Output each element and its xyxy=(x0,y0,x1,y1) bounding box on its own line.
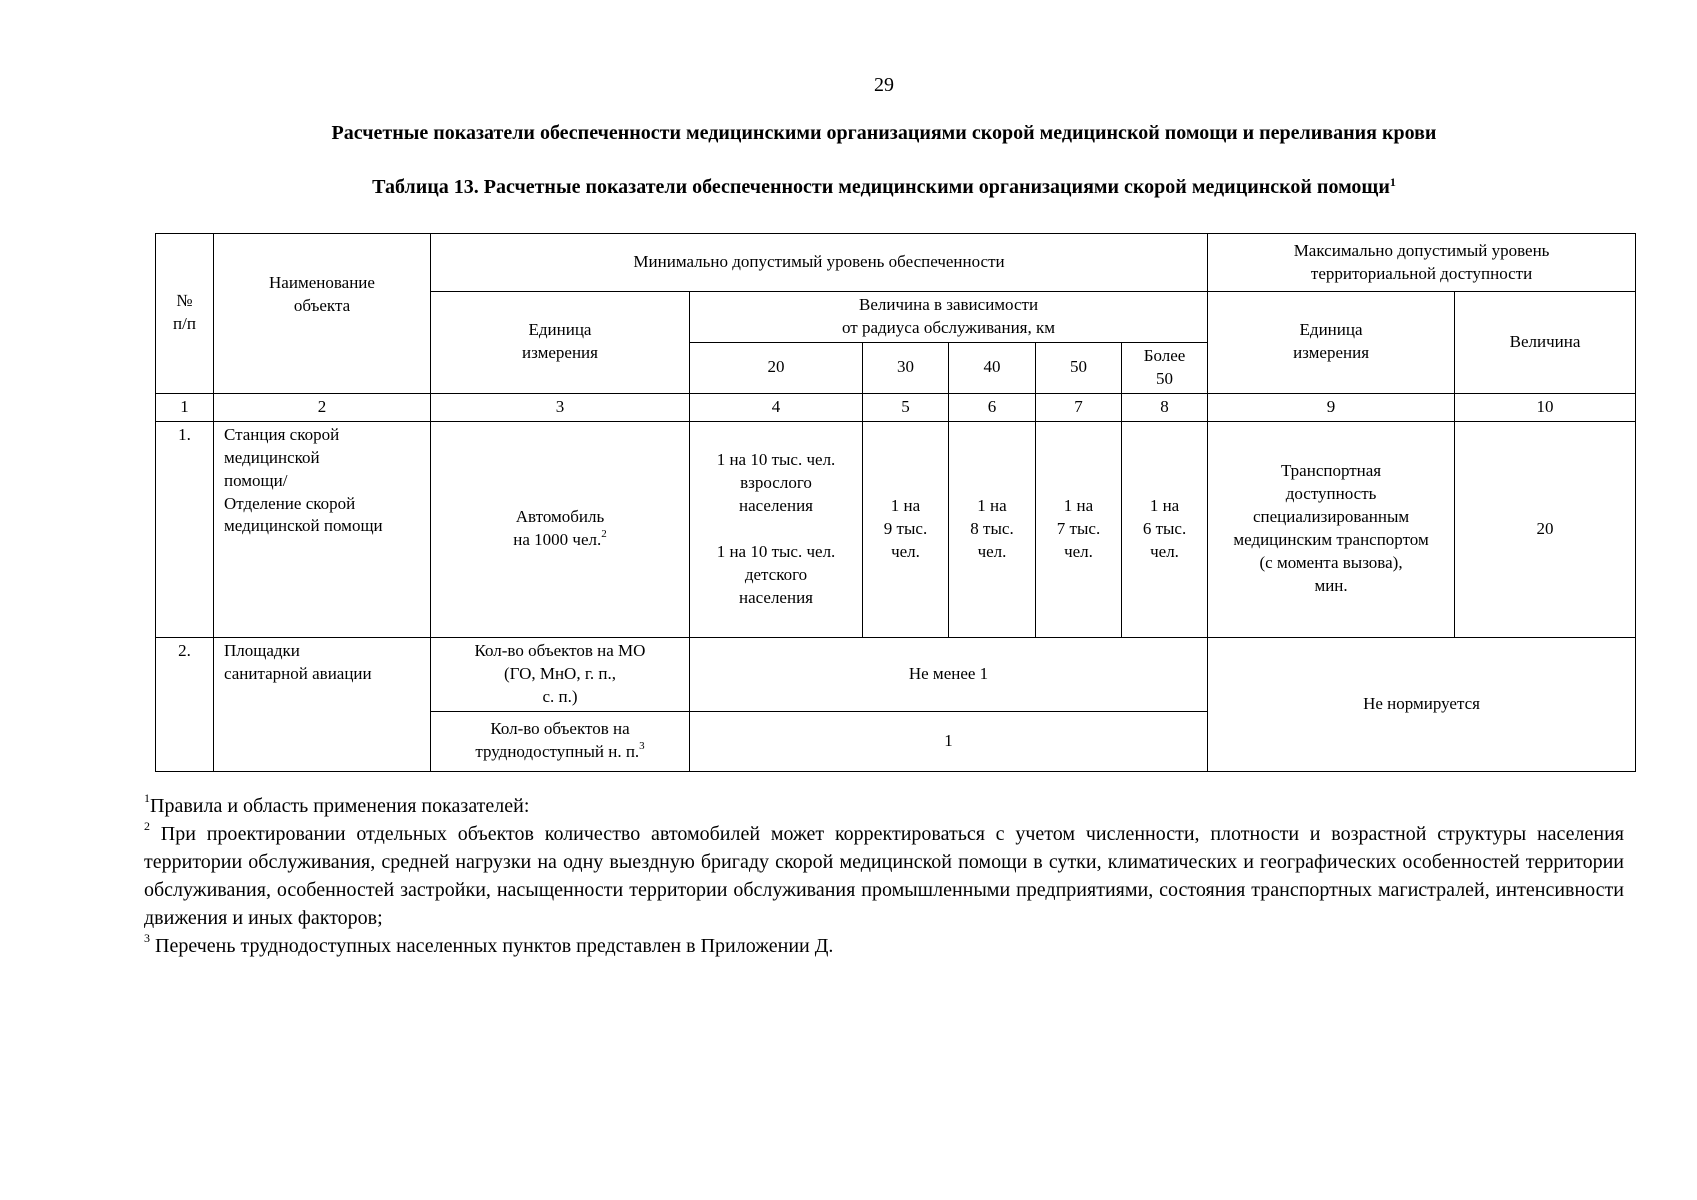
row-num: 1. xyxy=(156,421,214,637)
row-access-merged: Не нормируется xyxy=(1208,637,1636,771)
table-title xyxy=(0,176,1697,199)
row-access-unit: Транспортная доступность специализированным медицинским транспортом (с момента вызова), мин. xyxy=(1208,421,1455,637)
table-row-sanitary-aviation xyxy=(156,637,1636,711)
table-title-footnote-ref: 1 xyxy=(1389,175,1396,189)
row-unit-text: Автомобиль на 1000 чел. xyxy=(513,507,605,550)
row-value-radius-more-50: 1 на 6 тыс. чел. xyxy=(1122,421,1208,637)
header-num: № п/п xyxy=(156,234,214,394)
row-value-merged: 1 xyxy=(690,711,1208,771)
footnote-mark: 2 xyxy=(144,819,150,833)
header-radius-20: 20 xyxy=(690,342,863,393)
page-number: 29 xyxy=(874,74,894,96)
row-value-radius-40: 1 на 8 тыс. чел. xyxy=(949,421,1036,637)
footnote-text: Правила и область применения показателей: xyxy=(150,795,530,817)
row-unit xyxy=(431,711,690,771)
row-object-name: Площадки санитарной авиации xyxy=(214,637,431,771)
column-number: 6 xyxy=(949,393,1036,421)
footnote-2 xyxy=(144,820,1624,932)
column-number: 9 xyxy=(1208,393,1455,421)
row-value-radius-30: 1 на 9 тыс. чел. xyxy=(863,421,949,637)
footnote-mark: 3 xyxy=(144,931,150,945)
column-number: 4 xyxy=(690,393,863,421)
footnote-1 xyxy=(144,792,1624,820)
row-value-merged: Не менее 1 xyxy=(690,637,1208,711)
footnote-text: Перечень труднодоступных населенных пунктов представлен в Приложении Д. xyxy=(150,935,834,957)
column-number: 10 xyxy=(1455,393,1636,421)
footnote-3 xyxy=(144,932,1624,960)
footnote-ref-2: 2 xyxy=(601,528,607,541)
header-row-1 xyxy=(156,234,1636,292)
table-row-ambulance-station xyxy=(156,421,1636,637)
row-unit xyxy=(431,421,690,637)
column-number: 2 xyxy=(214,393,431,421)
row-object-name: Станция скорой медицинской помощи/ Отделение скорой медицинской помощи xyxy=(214,421,431,637)
footnote-mark: 1 xyxy=(144,791,150,805)
column-number: 1 xyxy=(156,393,214,421)
row-value-radius-50: 1 на 7 тыс. чел. xyxy=(1036,421,1122,637)
header-radius-more-50: Более 50 xyxy=(1122,342,1208,393)
column-number: 3 xyxy=(431,393,690,421)
header-radius-30: 30 xyxy=(863,342,949,393)
footnotes xyxy=(144,792,1624,960)
header-access-value: Величина xyxy=(1455,292,1636,394)
row-unit: Кол-во объектов на МО (ГО, МнО, г. п., с. п.) xyxy=(431,637,690,711)
section-title: Расчетные показатели обеспеченности медицинскими организациями скорой медицинской помощи и переливания крови xyxy=(331,122,1437,144)
header-min-level: Минимально допустимый уровень обеспеченности xyxy=(431,234,1208,292)
header-access-unit: Единица измерения xyxy=(1208,292,1455,394)
column-number: 7 xyxy=(1036,393,1122,421)
row-unit-text: Кол-во объектов на труднодоступный н. п. xyxy=(475,719,640,761)
provision-table xyxy=(155,233,1636,772)
header-value-by-radius: Величина в зависимости от радиуса обслуживания, км xyxy=(690,292,1208,343)
row-access-value: 20 xyxy=(1455,421,1636,637)
column-number-row xyxy=(156,393,1636,421)
header-max-access: Максимально допустимый уровень территориальной доступности xyxy=(1208,234,1636,292)
table-title-text: Таблица 13. Расчетные показатели обеспеченности медицинскими организациями скорой медицинской помощи xyxy=(372,176,1390,198)
footnote-ref-3: 3 xyxy=(639,740,645,752)
header-radius-40: 40 xyxy=(949,342,1036,393)
column-number: 5 xyxy=(863,393,949,421)
row-num: 2. xyxy=(156,637,214,771)
header-radius-50: 50 xyxy=(1036,342,1122,393)
footnote-text: При проектировании отдельных объектов количество автомобилей может корректироваться с учетом численности, плотности и возрастной структуры населения территории обслуживания, средней нагрузки на одну выездную бригаду скорой медицинской помощи в сутки, климатических и географических особенностей территории обслуживания, особенностей застройки, насыщенности территории обслуживания промышленными предприятиями, состояния транспортных магистралей, интенсивности движения и иных факторов; xyxy=(144,823,1624,929)
row-value-radius-20: 1 на 10 тыс. чел. взрослого населения 1 на 10 тыс. чел. детского населения xyxy=(690,421,863,637)
header-unit: Единица измерения xyxy=(431,292,690,394)
header-object-name: Наименование объекта xyxy=(214,234,431,394)
column-number: 8 xyxy=(1122,393,1208,421)
